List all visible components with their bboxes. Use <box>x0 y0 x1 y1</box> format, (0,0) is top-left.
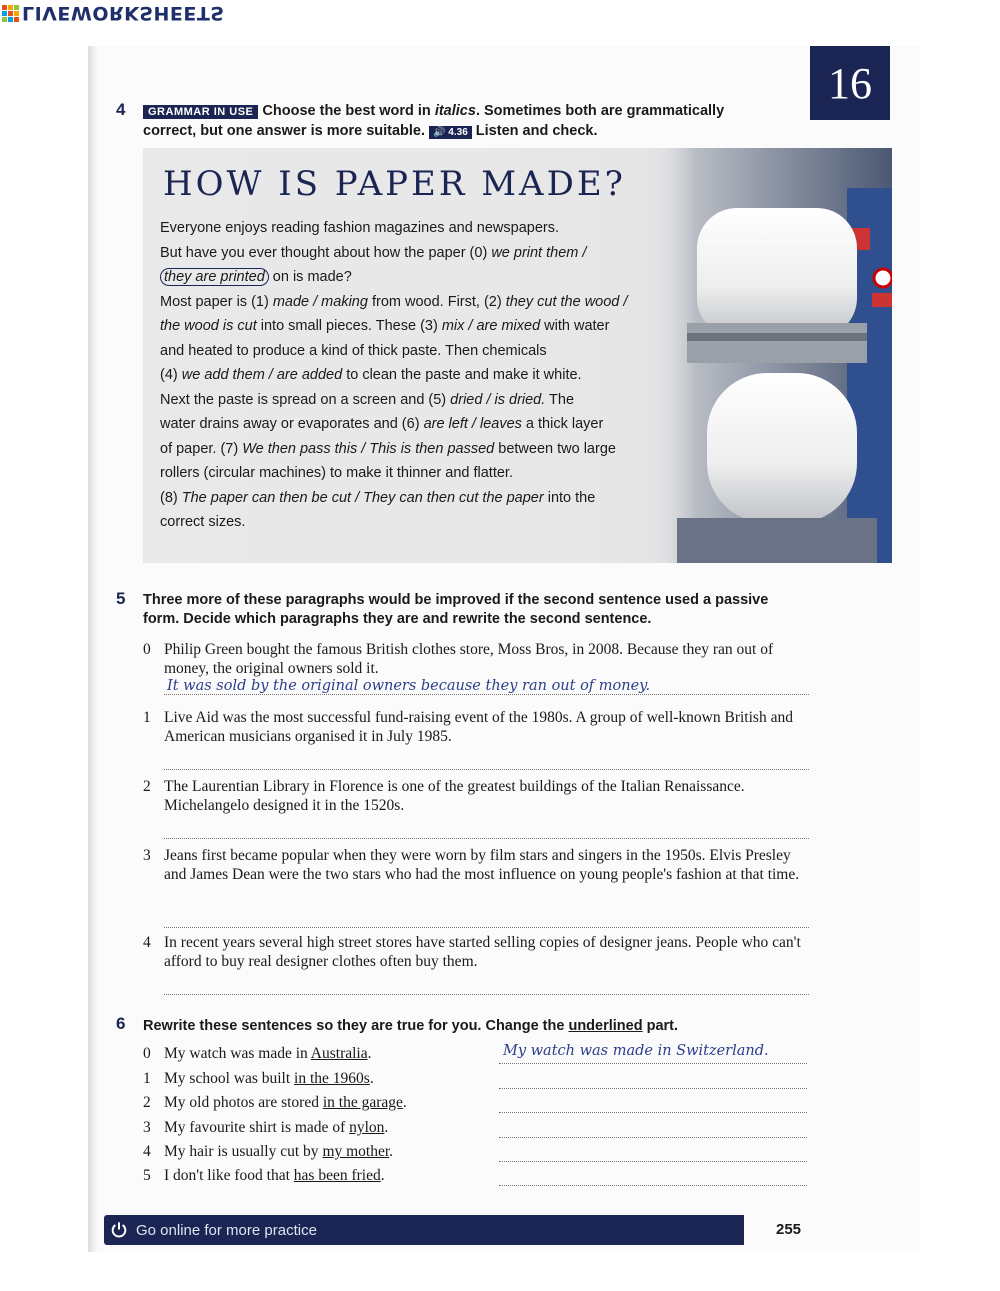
reading-line <box>160 216 660 241</box>
reading-text-segment: of paper. (7) <box>160 440 243 457</box>
logo-square <box>14 11 19 16</box>
choice-option[interactable]: We then pass this / This is then passed <box>242 440 495 457</box>
exercise-4-number: 4 <box>116 100 126 119</box>
reading-line <box>160 437 660 462</box>
audio-track-button[interactable]: 🔊 4.36 <box>429 126 472 139</box>
ex5-instr-line2: form. Decide which paragraphs they are and rewrite the second sentence. <box>143 611 652 627</box>
ex5-instr-line1: Three more of these paragraphs would be improved if the second sentence used a passive <box>143 592 769 608</box>
item-number: 3 <box>143 1119 151 1136</box>
exercise-6-instructions <box>143 1017 823 1036</box>
reading-text-segment: correct sizes. <box>160 514 246 530</box>
reading-line <box>160 314 660 339</box>
choice-option[interactable]: dried / is dried. <box>450 391 546 408</box>
reading-text-segment: The <box>545 391 575 408</box>
underlined-part: has been fried <box>293 1167 381 1184</box>
instr-text: Choose the best word in <box>262 103 435 119</box>
item-text: Philip Green bought the famous British clothes store, Moss Bros, in 2008. Because they ran out of money, the original owners sold it. <box>164 641 774 677</box>
reading-line <box>160 363 660 388</box>
answer-line[interactable] <box>499 1161 807 1162</box>
logo-text: LIVEWORKSHEETS <box>22 2 225 24</box>
choice-option[interactable]: they cut the wood / <box>505 293 628 310</box>
item-sentence <box>164 1119 388 1137</box>
answer-line[interactable] <box>164 768 809 770</box>
instr-italic: italics <box>434 103 476 119</box>
handwritten-answer: My watch was made in Switzerland. <box>503 1043 769 1059</box>
sentence-end: . <box>380 1167 385 1184</box>
reading-text-segment: rollers (circular machines) to make it thinner and flatter. <box>160 465 513 481</box>
instr-line2-rest: Listen and check. <box>475 123 598 139</box>
handwritten-answer: It was sold by the original owners because they ran out of money. <box>167 678 651 694</box>
unit-number: 16 <box>810 46 890 120</box>
exercise-5-instructions <box>143 591 823 629</box>
answer-line[interactable] <box>499 1185 807 1186</box>
reading-text-segment: Most paper is (1) <box>160 293 273 310</box>
item-number: 0 <box>143 641 151 658</box>
instr-text-rest: . Sometimes both are grammatically <box>475 103 725 119</box>
reading-text-segment: between two large <box>494 440 616 457</box>
reading-text-segment: into the <box>543 489 596 506</box>
item-sentence <box>164 1070 374 1088</box>
sentence-start: My favourite shirt is made of <box>164 1119 350 1136</box>
reading-text-segment: into small pieces. These (3) <box>256 318 442 334</box>
circled-answer: they are printed <box>160 268 269 286</box>
sentence-start: I don't like food that <box>164 1167 294 1184</box>
underlined-part: Australia <box>310 1045 368 1062</box>
item-number: 2 <box>143 778 151 795</box>
item-number: 2 <box>143 1094 151 1111</box>
item-number: 5 <box>143 1167 151 1184</box>
online-practice-banner[interactable] <box>104 1215 744 1245</box>
online-practice-text: Go online for more practice <box>136 1221 317 1239</box>
reading-text-segment: (8) <box>160 489 182 506</box>
sentence-end: . <box>367 1045 372 1062</box>
reading-text-segment: But have you ever thought about how the paper (0) <box>160 244 492 261</box>
logo-square <box>8 17 13 22</box>
page-shadow <box>88 46 98 1252</box>
item-number: 4 <box>143 934 151 951</box>
item-sentence <box>164 1094 407 1112</box>
choice-option[interactable]: we add them / are added <box>181 367 343 383</box>
reading-text-segment: to clean the paste and make it white. <box>342 367 582 383</box>
item-number: 1 <box>143 709 151 726</box>
choice-option[interactable]: are left / leaves <box>423 416 522 432</box>
sentence-end: . <box>389 1143 394 1160</box>
reading-line <box>160 290 660 315</box>
answer-line[interactable] <box>499 1112 807 1113</box>
sentence-start: My school was built <box>164 1070 295 1087</box>
exercise-5-number: 5 <box>116 589 126 608</box>
reading-text <box>160 216 660 535</box>
item-number: 0 <box>143 1045 151 1062</box>
underlined-part: my mother <box>322 1143 390 1160</box>
choice-option[interactable]: made / making <box>272 293 368 310</box>
page-number: 255 <box>776 1221 802 1238</box>
audio-track-number: 4.36 <box>448 127 468 138</box>
reading-text-segment: (4) <box>160 367 182 383</box>
choice-option[interactable]: the wood is cut <box>160 318 257 334</box>
underlined-part: in the 1960s <box>294 1070 370 1087</box>
underlined-part: nylon <box>349 1119 385 1136</box>
logo-square <box>14 17 19 22</box>
reading-line <box>160 461 660 486</box>
reading-line <box>160 265 660 290</box>
item-number: 1 <box>143 1070 151 1087</box>
reading-text-segment: and heated to produce a kind of thick paste. Then chemicals <box>160 342 547 359</box>
answer-line[interactable] <box>499 1063 807 1064</box>
reading-box <box>143 148 892 563</box>
reading-text-segment: a thick layer <box>521 416 604 432</box>
reading-text-segment: from wood. First, (2) <box>367 293 506 310</box>
sentence-end: . <box>384 1119 389 1136</box>
choice-option[interactable]: we print them / <box>491 244 587 261</box>
reading-text-segment: Next the paste is spread on a screen and (5) <box>160 391 451 408</box>
sentence-start: My old photos are stored <box>164 1094 323 1111</box>
answer-line[interactable] <box>164 837 809 839</box>
sentence-end: . <box>402 1094 407 1111</box>
reading-text-segment: on is made? <box>268 269 352 285</box>
answer-line[interactable] <box>499 1137 807 1138</box>
reading-text-segment: Everyone enjoys reading fashion magazines and newspapers. <box>160 220 559 236</box>
ex6-instr-b: part. <box>642 1018 679 1034</box>
logo-square <box>2 17 7 22</box>
logo-square <box>2 11 7 16</box>
ex6-instr-underlined: underlined <box>568 1018 643 1034</box>
reading-text-segment: water drains away or evaporates and (6) <box>160 416 424 432</box>
sentence-end: . <box>369 1070 374 1087</box>
item-text: The Laurentian Library in Florence is one of the greatest buildings of the Italian Renaissance. Michelangelo designed it in the 1520s. <box>164 778 745 814</box>
item-text: Live Aid was the most successful fund-raising event of the 1980s. A group of well-known British and American musicians organised it in July 1985. <box>164 709 793 745</box>
reading-line <box>160 412 660 437</box>
item-number: 4 <box>143 1143 151 1160</box>
instr-line2: correct, but one answer is more suitable. <box>143 123 426 139</box>
answer-line[interactable] <box>499 1088 807 1089</box>
reading-title: HOW IS PAPER MADE? <box>163 164 626 204</box>
exercise-4-instructions <box>143 102 803 142</box>
underlined-part: in the garage <box>322 1094 403 1111</box>
paper-mill-photo <box>647 148 892 563</box>
reading-line <box>160 388 660 413</box>
logo-square <box>14 5 19 10</box>
item-number: 3 <box>143 847 151 864</box>
answer-line[interactable] <box>164 926 809 928</box>
item-text: In recent years several high street stores have started selling copies of designer jeans. People who can't afford to buy real designer clothes often buy them. <box>164 934 801 970</box>
exercise-6-number: 6 <box>116 1014 126 1033</box>
logo-square <box>8 5 13 10</box>
item-sentence <box>164 1045 372 1063</box>
reading-line <box>160 339 660 364</box>
choice-option[interactable]: The paper can then be cut / They can then cut the paper <box>181 489 544 506</box>
grammar-in-use-badge: GRAMMAR IN USE <box>143 105 258 119</box>
logo-grid-icon <box>2 5 19 22</box>
item-text: Jeans first became popular when they were worn by film stars and singers in the 1950s. Elvis Presley and James Dean were the two stars who had the most influence on young people's fashion at that time. <box>164 847 800 883</box>
reading-text-segment: with water <box>540 318 610 334</box>
logo-square <box>8 11 13 16</box>
power-icon <box>110 1221 128 1239</box>
reading-line <box>160 486 660 511</box>
item-sentence <box>164 1143 393 1161</box>
choice-option[interactable]: mix / are mixed <box>441 318 541 334</box>
sentence-start: My watch was made in <box>164 1045 311 1062</box>
reading-line <box>160 241 660 266</box>
sentence-start: My hair is usually cut by <box>164 1143 323 1160</box>
ex6-instr-a: Rewrite these sentences so they are true for you. Change the <box>143 1018 569 1034</box>
item-sentence <box>164 1167 385 1185</box>
liveworksheets-logo <box>2 2 225 24</box>
logo-square <box>2 5 7 10</box>
answer-line[interactable] <box>164 993 809 995</box>
reading-line <box>160 510 660 535</box>
